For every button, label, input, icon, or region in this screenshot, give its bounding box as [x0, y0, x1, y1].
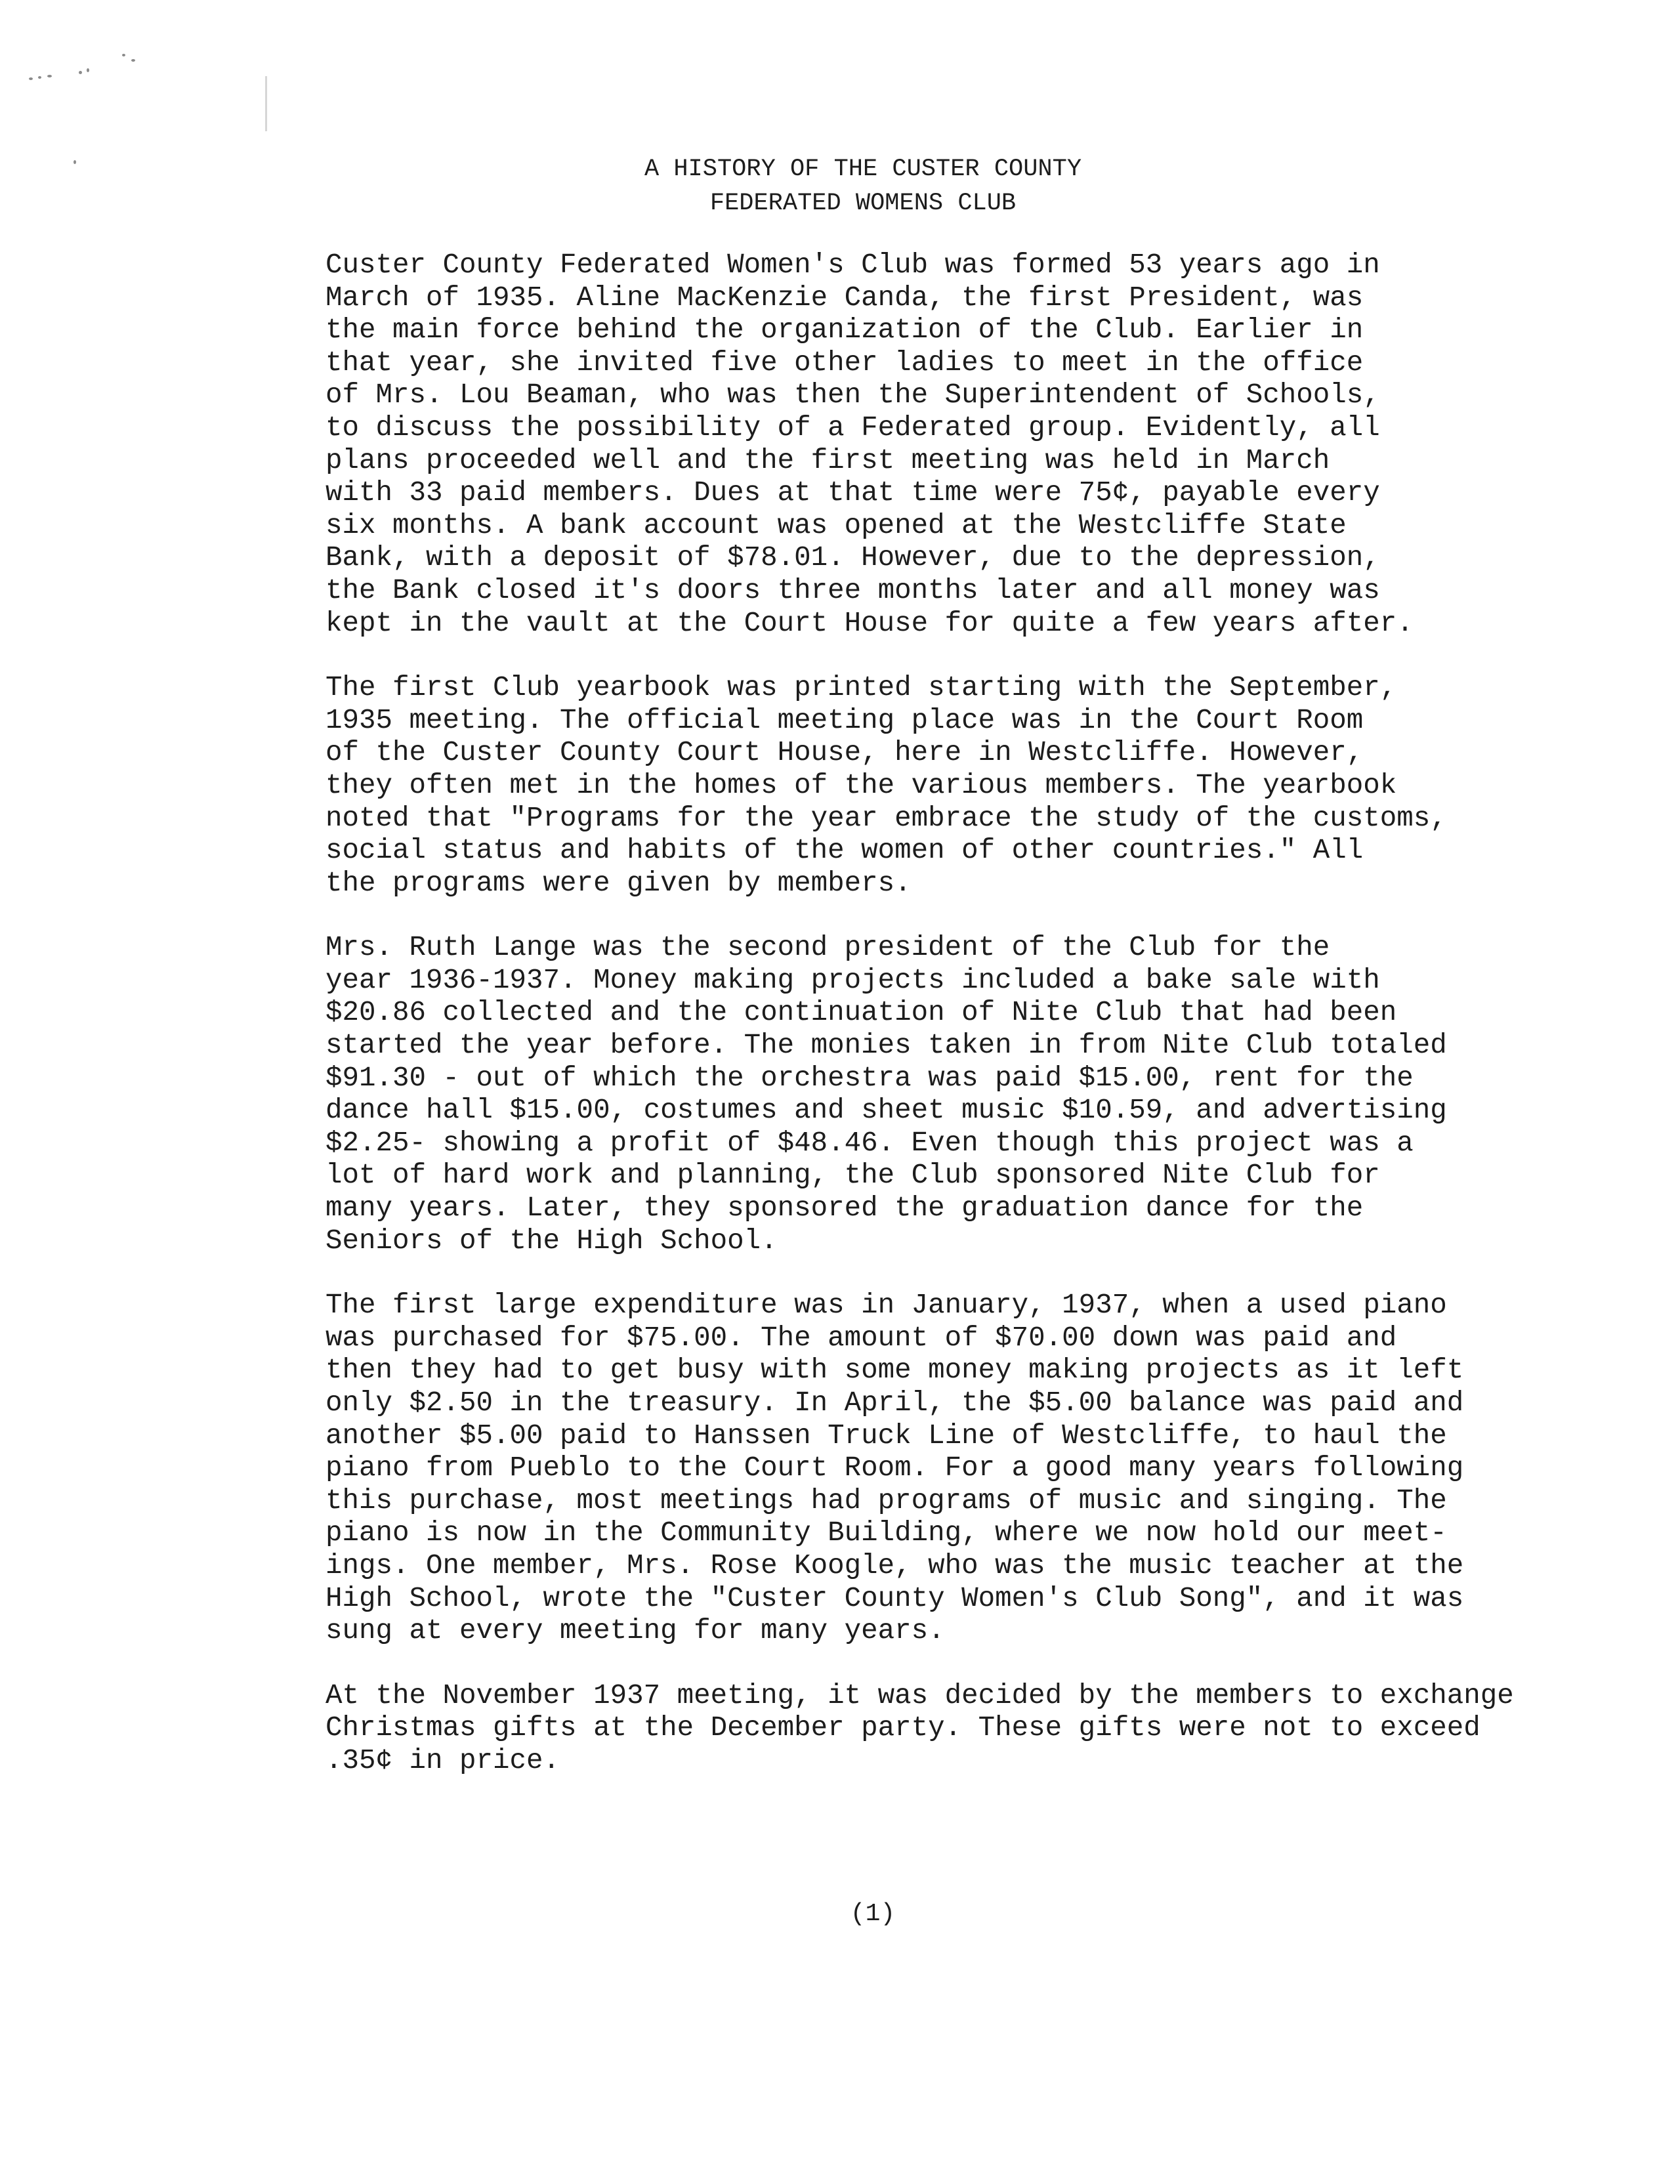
text-line: Bank, with a deposit of $78.01. However, due to the depression, [326, 542, 1380, 574]
paragraph-4 [326, 1290, 1586, 1648]
text-line: of Mrs. Lou Beaman, who was then the Superintendent of Schools, [326, 379, 1380, 411]
text-line: The first Club yearbook was printed starting with the September, [326, 672, 1397, 704]
scan-speck [122, 54, 125, 56]
paragraph-5 [326, 1680, 1586, 1778]
title-line-1: A HISTORY OF THE CUSTER COUNTY [644, 156, 1082, 183]
text-line: social status and habits of the women of other countries." All [326, 835, 1364, 867]
text-line: piano from Pueblo to the Court Room. For a good many years following [326, 1452, 1464, 1484]
scan-speck [29, 77, 33, 80]
paragraph-2 [326, 672, 1586, 900]
text-line: $91.30 - out of which the orchestra was paid $15.00, rent for the [326, 1062, 1414, 1094]
text-line: Christmas gifts at the December party. These gifts were not to exceed [326, 1712, 1480, 1744]
text-line: The first large expenditure was in January, 1937, when a used piano [326, 1290, 1447, 1322]
text-line: with 33 paid members. Dues at that time were 75¢, payable every [326, 477, 1380, 509]
text-line: March of 1935. Aline MacKenzie Canda, the first President, was [326, 282, 1364, 314]
scan-speck [131, 59, 135, 62]
document-title [0, 152, 1680, 220]
text-line: noted that "Programs for the year embrace the study of the customs, [326, 802, 1447, 834]
page-number: (1) [850, 1900, 896, 1928]
text-line: High School, wrote the "Custer County Women's Club Song", and it was [326, 1582, 1464, 1614]
text-line: many years. Later, they sponsored the graduation dance for the [326, 1192, 1364, 1225]
text-line: Seniors of the High School. [326, 1225, 778, 1257]
text-line: piano is now in the Community Building, where we now hold our meet- [326, 1517, 1447, 1549]
title-line-2: FEDERATED WOMENS CLUB [709, 190, 1017, 217]
text-line: they often met in the homes of the various members. The yearbook [326, 769, 1397, 801]
text-line: kept in the vault at the Court House for quite a few years after. [326, 607, 1414, 639]
text-line: At the November 1937 meeting, it was decided by the members to exchange [326, 1679, 1514, 1712]
text-line: to discuss the possibility of a Federated group. Evidently, all [326, 411, 1380, 444]
text-line: the Bank closed it's doors three months later and all money was [326, 574, 1380, 606]
text-line: only $2.50 in the treasury. In April, the $5.00 balance was paid and [326, 1387, 1464, 1419]
text-line: dance hall $15.00, costumes and sheet music $10.59, and advertising [326, 1095, 1447, 1127]
document-body [326, 249, 1586, 1810]
scan-speck [47, 75, 52, 77]
text-line: year 1936-1937. Money making projects included a bake sale with [326, 964, 1380, 996]
text-line: Custer County Federated Women's Club was formed 53 years ago in [326, 249, 1380, 281]
scan-speck [87, 68, 89, 72]
scan-streak [265, 76, 267, 131]
text-line: then they had to get busy with some money making projects as it left [326, 1354, 1464, 1387]
paragraph-1 [326, 249, 1586, 640]
text-line: $20.86 collected and the continuation of Nite Club that had been [326, 997, 1397, 1029]
text-line: this purchase, most meetings had programs of music and singing. The [326, 1484, 1447, 1517]
text-line: .35¢ in price. [326, 1744, 560, 1776]
text-line: Mrs. Ruth Lange was the second president of the Club for the [326, 932, 1330, 964]
scan-speck [79, 71, 82, 74]
scan-speck [38, 76, 41, 79]
text-line: of the Custer County Court House, here in Westcliffe. However, [326, 737, 1364, 769]
text-line: sung at every meeting for many years. [326, 1615, 945, 1647]
text-line: started the year before. The monies taken in from Nite Club totaled [326, 1030, 1447, 1062]
text-line: lot of hard work and planning, the Club sponsored Nite Club for [326, 1160, 1380, 1192]
text-line: six months. A bank account was opened at the Westcliffe State [326, 509, 1347, 541]
text-line: 1935 meeting. The official meeting place was in the Court Room [326, 704, 1364, 736]
text-line: the main force behind the organization of the Club. Earlier in [326, 314, 1364, 346]
text-line: plans proceeded well and the first meeting was held in March [326, 444, 1330, 476]
text-line: that year, she invited five other ladies to meet in the office [326, 346, 1364, 379]
text-line: was purchased for $75.00. The amount of $70.00 down was paid and [326, 1322, 1397, 1354]
text-line: the programs were given by members. [326, 867, 912, 899]
text-line: $2.25- showing a profit of $48.46. Even though this project was a [326, 1127, 1414, 1159]
paragraph-3 [326, 932, 1586, 1257]
text-line: ings. One member, Mrs. Rose Koogle, who was the music teacher at the [326, 1549, 1464, 1582]
text-line: another $5.00 paid to Hanssen Truck Line of Westcliffe, to haul the [326, 1419, 1447, 1452]
